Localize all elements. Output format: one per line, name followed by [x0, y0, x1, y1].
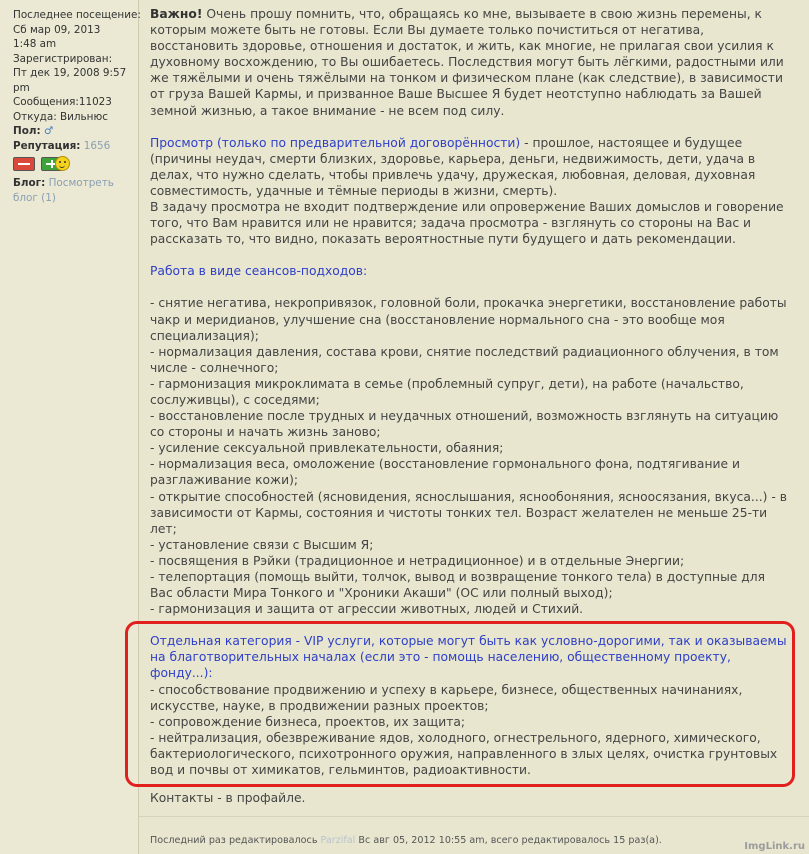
important-label: Важно! — [150, 7, 203, 21]
sessions-title: Работа в виде сеансов-подходов: — [150, 264, 368, 279]
editor-username-link[interactable]: Parzifal — [320, 835, 356, 846]
reputation-value-link[interactable]: 1656 — [83, 139, 111, 152]
list-item: - восстановление после трудных и неудачных отношений, возможность взглянуть на ситуацию со стороны и начать жизнь заново; — [150, 409, 779, 440]
list-item: - установление связи с Высшим Я; — [150, 537, 374, 552]
list-item: - открытие способностей (ясновидения, яснослышания, яснообоняния, ясноосязания, вкуса...) - в зависимости от Кармы, состояния и чистоты тонких тел. Возраст желателен не меньше 25-ти лет; — [150, 489, 787, 536]
smiley-icon — [55, 156, 70, 171]
male-icon: ♂ — [43, 125, 54, 137]
list-item: - телепортация (помощь выйти, толчок, вывод и возвращение тонкого тела) в доступные для Вас области Мира Тонкого и "Хроники Акаши" (ОС или полный выход); — [150, 570, 766, 601]
registered-label: Зарегистрирован: — [13, 52, 113, 65]
viewing-task-paragraph: В задачу просмотра не входит подтверждение или опровержение Ваших домыслов и говорение того, что Вам нравится или не нравится; задача просмотра - взглянуть со стороны на Вас и рассказать то, что видно, показать вероятностные пути будущего и дать рекомендации. — [150, 200, 784, 247]
blog-label: Блог: — [13, 177, 46, 189]
list-item: - снятие негатива, некропривязок, головной боли, прокачка энергетики, восстановление работы чакр и меридианов, улучшение сна (восстановление нормального сна - это вообще моя специализация); — [150, 296, 787, 343]
reputation-row — [13, 139, 138, 154]
contacts-line: Контакты - в профайле. — [150, 791, 306, 805]
last-visit-label: Последнее посещение: — [13, 9, 141, 21]
list-item: - нейтрализация, обезвреживание ядов, холодного, огнестрельного, ядерного, химического, бактериологического, психотронного оружия, направленного в злых целях, очистка грунтовых вод и почвы от химикатов, гельминтов, радиоактивности. — [150, 730, 778, 778]
post-body — [150, 6, 790, 778]
list-item: - сопровождение бизнеса, проектов, их защита; — [150, 714, 466, 729]
list-item: - посвящения в Рэйки (традиционное и нетрадиционное) и в отдельные Энергии; — [150, 553, 685, 568]
last-visit-time: 1:48 am — [13, 38, 57, 50]
reputation-buttons — [13, 155, 138, 172]
viewing-text: - прошлое, настоящее и будущее (причины неудач, смерти близких, здоровье, карьера, деньги, недвижимость, дети, удача в делах, что нужно сделать, чтобы привлечь удачу, дружеская, любовная, деловая, духовная совместимость, удачные и тёмные периоды в жизни, смерть). — [150, 135, 756, 198]
viewing-title: Просмотр (только по предварительной договорённости) — [150, 135, 521, 150]
edit-notice-suffix: Вс авг 05, 2012 10:55 am, всего редактировалось 15 раз(а). — [355, 835, 662, 846]
gender-row — [13, 124, 138, 139]
view-blog-link[interactable]: Посмотреть — [48, 177, 114, 189]
author-profile-panel — [0, 0, 139, 854]
gender-label: Пол: — [13, 125, 41, 137]
blog-count-row — [13, 191, 138, 206]
list-item: - гармонизация и защита от агрессии животных, людей и Стихий. — [150, 602, 584, 617]
messages-count: Сообщения:11023 — [13, 96, 112, 108]
viewing-paragraph — [150, 135, 790, 199]
reputation-minus-button[interactable] — [13, 157, 35, 171]
list-item: - нормализация давления, состава крови, снятие последствий радиационного облучения, в том числе - солнечного; — [150, 344, 779, 375]
vip-list — [150, 682, 790, 779]
edit-notice — [150, 835, 662, 846]
blog-count-link[interactable]: блог (1) — [13, 191, 56, 204]
registered-time: pm — [13, 81, 30, 94]
important-paragraph — [150, 6, 790, 119]
signature-divider — [139, 816, 809, 817]
vip-title: Отдельная категория - VIP услуги, которые могут быть как условно-дорогими, так и оказываемы на благотворительных началах (если это - помощь населению, общественному проекту, фонду...): — [150, 634, 787, 681]
reputation-label: Репутация: — [13, 139, 81, 152]
important-text: Очень прошу помнить, что, обращаясь ко мне, вызываете в свою жизнь перемены, к которым можете быть не готовы. Если Вы думаете только почиститься от негатива, восстановить здоровье, отношения и достаток, и жить, как многие, не прилагая свои усилия к духовному восхождению, то Вы ошибаетесь. Последствия могут быть лёгкими, радостными или же тяжёлыми и очень тяжёлыми на тонком и физическом плане (как следствие), в зависимости от груза Вашей Кармы, и призванное Ваше Высшее Я будет неотступно наблюдать за Вашей земной жизнью, а такое внимание - не всем под силу. — [150, 7, 784, 118]
list-item: - способствование продвижению и успеху в карьере, бизнесе, общественных начинаниях, искусстве, науке, в продвижении разных проектов; — [150, 682, 743, 713]
registered-date: Пт дек 19, 2008 9:57 — [13, 67, 127, 79]
blog-row — [13, 176, 138, 191]
list-item: - нормализация веса, омоложение (восстановление гормонального фона, подтягивание и разглаживание кожи); — [150, 457, 740, 488]
sessions-list — [150, 295, 790, 617]
edit-notice-prefix: Последний раз редактировалось — [150, 835, 321, 846]
list-item: - гармонизация микроклимата в семье (проблемный супруг, дети), на работе (начальство, сослуживцы), с соседями; — [150, 376, 744, 407]
reputation-plus-button[interactable] — [41, 157, 63, 171]
list-item: - усиление сексуальной привлекательности, обаяния; — [150, 441, 504, 456]
watermark: ImgLink.ru — [744, 841, 805, 852]
last-visit-date: Сб мар 09, 2013 — [13, 23, 101, 36]
location: Откуда: Вильнюс — [13, 110, 108, 123]
